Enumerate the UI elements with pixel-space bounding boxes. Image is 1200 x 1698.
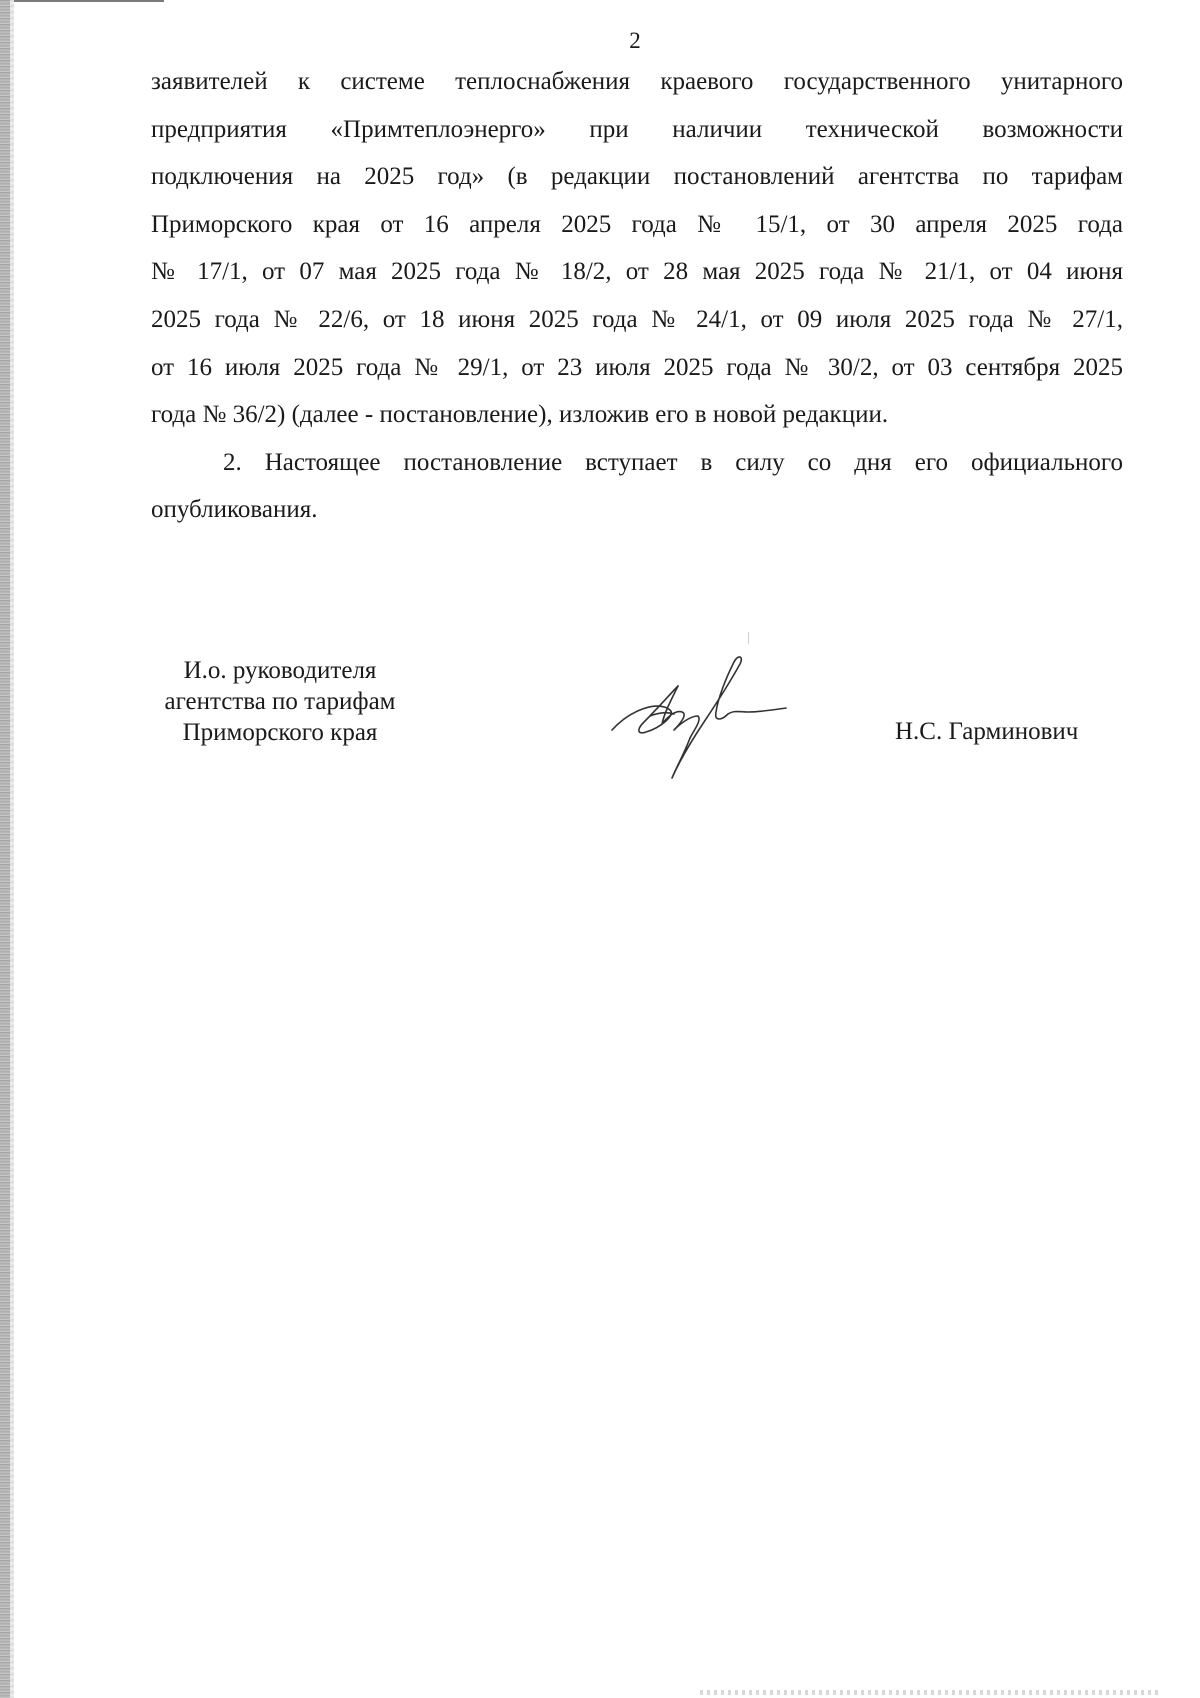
position-line: агентства по тарифам bbox=[164, 688, 396, 715]
scan-speck bbox=[748, 632, 749, 644]
paragraph1-line: 2025 года № 22/6, от 18 июня 2025 года № 24/1, от 09 июля 2025 года № 27/1, bbox=[151, 305, 1123, 333]
document-body bbox=[151, 58, 1123, 534]
page-number: 2 bbox=[629, 28, 641, 53]
scan-edge-shadow bbox=[0, 0, 10, 1698]
scan-top-rule bbox=[14, 0, 164, 2]
paragraph1-line: года № 36/2) (далее - постановление), изложив его в новой редакции. bbox=[151, 401, 889, 429]
paragraph1-line: Приморского края от 16 апреля 2025 года № 15/1, от 30 апреля 2025 года bbox=[151, 210, 1123, 238]
paragraph1-line: № 17/1, от 07 мая 2025 года № 18/2, от 28 мая 2025 года № 21/1, от 04 июня bbox=[151, 258, 1123, 286]
paragraph2-line: опубликования. bbox=[151, 496, 318, 524]
scan-footer-noise bbox=[700, 1690, 1160, 1695]
paragraph2-line: 2. Настоящее постановление вступает в силу со дня его официального bbox=[223, 448, 1123, 476]
handwritten-signature bbox=[610, 650, 790, 785]
scan-edge-highlight bbox=[10, 0, 14, 1698]
paragraph1-line: заявителей к системе теплоснабжения краевого государственного унитарного bbox=[151, 68, 1123, 95]
position-line: Приморского края bbox=[182, 719, 378, 746]
signatory-position bbox=[135, 655, 425, 748]
paragraph1-line: предприятия «Примтеплоэнерго» при наличии технической возможности bbox=[151, 115, 1123, 143]
paragraph1-line: от 16 июля 2025 года № 29/1, от 23 июля 2025 года № 30/2, от 03 сентября 2025 bbox=[151, 353, 1123, 381]
signer-name: Н.С. Гарминович bbox=[895, 718, 1079, 745]
position-line: И.о. руководителя bbox=[183, 657, 377, 684]
paragraph1-line: подключения на 2025 год» (в редакции постановлений агентства по тарифам bbox=[151, 163, 1123, 191]
